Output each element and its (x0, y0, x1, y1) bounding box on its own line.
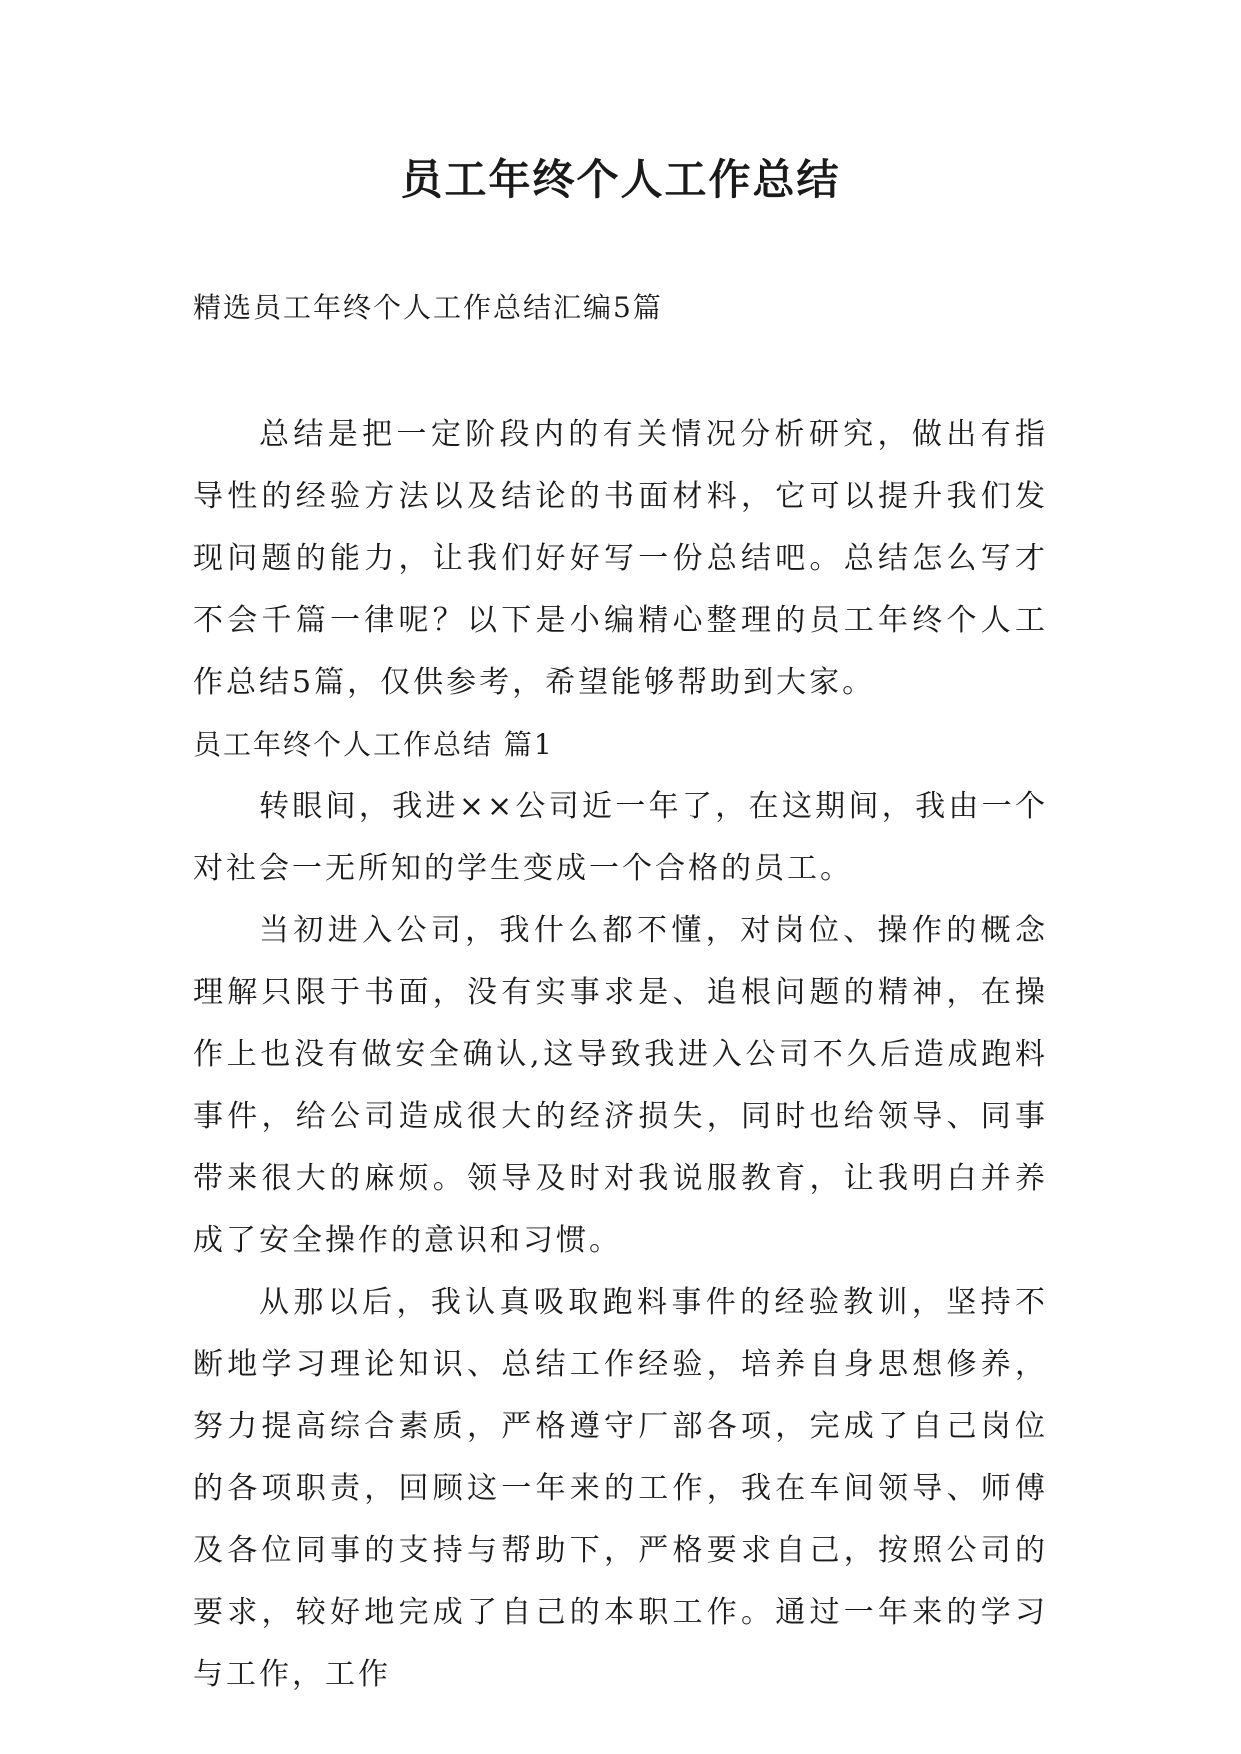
section-heading: 员工年终个人工作总结 篇1 (193, 728, 554, 761)
intro-paragraph: 总结是把一定阶段内的有关情况分析研究，做出有指导性的经验方法以及结论的书面材料，它可以提升我们发现问题的能力，让我们好好写一份总结吧。总结怎么写才不会千篇一律呢？以下是小编精心整理的员工年终个人工作总结5篇，仅供参考，希望能够帮助到大家。 (193, 417, 1048, 700)
document-subtitle: 精选员工年终个人工作总结汇编5篇 (193, 291, 663, 324)
document-body (193, 404, 1048, 1706)
body-paragraph: 当初进入公司，我什么都不懂，对岗位、操作的概念理解只限于书面，没有实事求是、追根问题的精神，在操作上也没有做安全确认,这导致我进入公司不久后造成跑料事件，给公司造成很大的经济损失，同时也给领导、同事带来很大的麻烦。领导及时对我说服教育，让我明白并养成了安全操作的意识和习惯。 (193, 913, 1048, 1258)
document-title: 员工年终个人工作总结 (400, 155, 841, 204)
body-paragraph: 转眼间，我进××公司近一年了，在这期间，我由一个对社会一无所知的学生变成一个合格的员工。 (193, 789, 1048, 886)
body-paragraph: 从那以后，我认真吸取跑料事件的经验教训，坚持不断地学习理论知识、总结工作经验，培养自身思想修养，努力提高综合素质，严格遵守厂部各项，完成了自己岗位的各项职责，回顾这一年来的工作，我在车间领导、师傅及各位同事的支持与帮助下，严格要求自己，按照公司的要求，较好地完成了自己的本职工作。通过一年来的学习与工作，工作 (193, 1285, 1048, 1692)
